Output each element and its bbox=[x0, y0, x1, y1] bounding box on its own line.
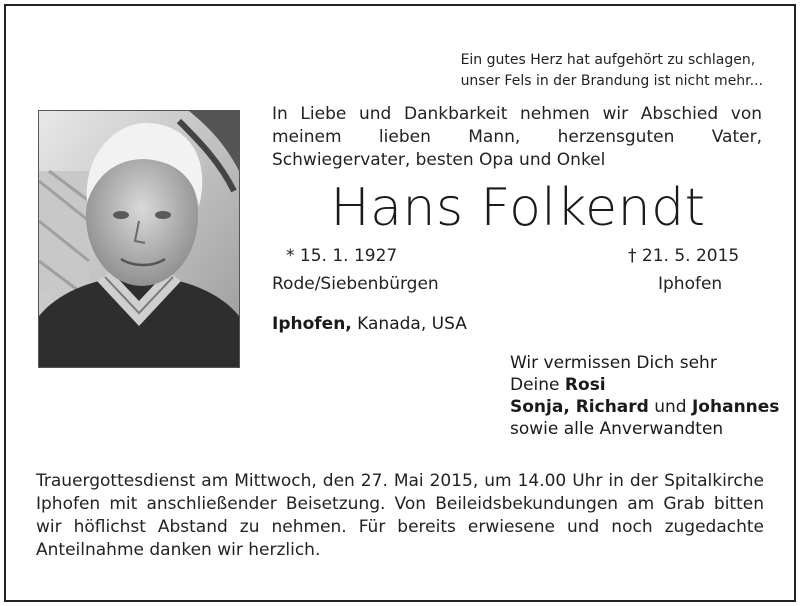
birthplace: Rode/Siebenbürgen bbox=[272, 274, 439, 294]
service-text: Trauergottesdienst am Mittwoch, den 27. Mai 2015, um 14.00 Uhr in der Spitalkirche Iphofen mit anschließender Beisetzung. Von Beileidsbekundungen am Grab bitten wir höflichst Abstand zu nehmen. Für bereits erwiesene und noch zugedachte Anteilnahme danken wir herzlich. bbox=[36, 471, 764, 560]
motto-line-1: Ein gutes Herz hat aufgehört zu schlagen, bbox=[460, 52, 756, 68]
mourners-prefix: Deine bbox=[510, 375, 565, 395]
mourners-line-3 bbox=[510, 396, 779, 418]
deathplace: Iphofen bbox=[658, 274, 723, 294]
birth-date: * 15. 1. 1927 bbox=[286, 246, 398, 266]
intro-text: In Liebe und Dankbarkeit nehmen wir Abschied von meinem lieben Mann, herzensguten Vater, Schwiegervater, besten Opa und Onkel bbox=[272, 104, 762, 170]
mourner-children-b: Johannes bbox=[691, 397, 780, 417]
mourner-children-a: Sonja, Richard bbox=[510, 397, 649, 417]
mourners-line-1: Wir vermissen Dich sehr bbox=[510, 353, 717, 373]
mourners-and: und bbox=[648, 397, 692, 417]
portrait-image bbox=[39, 111, 239, 367]
mourner-wife: Rosi bbox=[564, 375, 606, 395]
portrait-photo bbox=[38, 110, 240, 368]
mourners-line-4: sowie alle Anverwandten bbox=[510, 419, 724, 439]
motto-line-2: unser Fels in der Brandung ist nicht mehr... bbox=[460, 73, 763, 89]
family-locations bbox=[272, 312, 467, 336]
mourners bbox=[510, 352, 779, 440]
motto bbox=[461, 50, 763, 92]
mourners-line-2 bbox=[510, 374, 779, 396]
deceased-name: Hans Folkendt bbox=[330, 178, 706, 238]
location-others: Kanada, USA bbox=[351, 314, 467, 334]
location-main: Iphofen, bbox=[272, 314, 352, 334]
death-date: † 21. 5. 2015 bbox=[628, 246, 740, 266]
